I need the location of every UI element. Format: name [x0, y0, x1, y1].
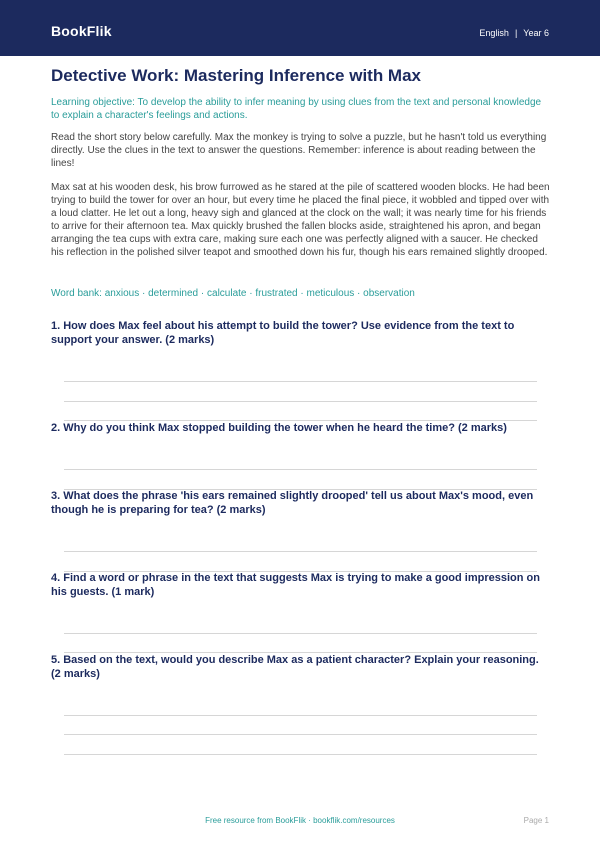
question-4: 4. Find a word or phrase in the text that suggests Max is trying to make a good impression on his guests. (1 mark) [51, 572, 540, 598]
meta-separator: | [514, 28, 518, 38]
answer-line[interactable] [64, 715, 537, 716]
answer-line[interactable] [64, 469, 537, 470]
story-text: Max sat at his wooden desk, his brow furrowed as he stared at the pile of scattered wooden blocks. He had been trying to build the tower for over an hour, but every time he placed the final piece, it wobbled and tipped over with a loud clatter. He let out a long, heavy sigh and glanced at the clock on the wall; it was nearly time for his friends to arrive for their afternoon tea. Max quickly brushed the fallen blocks aside, straightened his apron, and began arranging the tea cups with extra care, making sure each one was perfectly aligned with a saucer. He checked his reflection in the polished silver teapot and smoothed down his fur, though his ears remained slightly drooped. [51, 182, 550, 258]
header-meta [479, 28, 549, 38]
word-bank: Word bank: anxious · determined · calculate · frustrated · meticulous · observation [51, 288, 415, 299]
question-3: 3. What does the phrase 'his ears remained slightly drooped' tell us about Max's mood, even though he is preparing for tea? (2 marks) [51, 490, 534, 516]
subject-label: English [479, 28, 509, 38]
brand-logo: BookFlik [51, 23, 112, 39]
year-label: Year 6 [523, 28, 549, 38]
answer-line[interactable] [64, 551, 537, 552]
question-1: 1. How does Max feel about his attempt to build the tower? Use evidence from the text to support your answer. (2 marks) [51, 320, 515, 346]
question-5: 5. Based on the text, would you describe Max as a patient character? Explain your reasoning. (2 marks) [51, 654, 539, 680]
header-bar [0, 0, 600, 56]
answer-line[interactable] [64, 633, 537, 634]
answer-line[interactable] [64, 401, 537, 402]
instructions: Read the short story below carefully. Max the monkey is trying to solve a puzzle, but he hasn't told us everything directly. Use the clues in the text to answer the questions. Remember: inference is about reading between the lines! [51, 132, 547, 169]
answer-line[interactable] [64, 734, 537, 735]
page-number: Page 1 [523, 816, 549, 825]
answer-line[interactable] [64, 381, 537, 382]
page-title: Detective Work: Mastering Inference with Max [51, 66, 422, 85]
learning-objective: Learning objective: To develop the ability to infer meaning by using clues from the text and personal knowledge to explain a character's feelings and actions. [51, 97, 542, 121]
question-2: 2. Why do you think Max stopped building the tower when he heard the time? (2 marks) [51, 422, 507, 434]
answer-line[interactable] [64, 754, 537, 755]
footer-credit[interactable]: Free resource from BookFlik · bookflik.com/resources [205, 816, 395, 825]
